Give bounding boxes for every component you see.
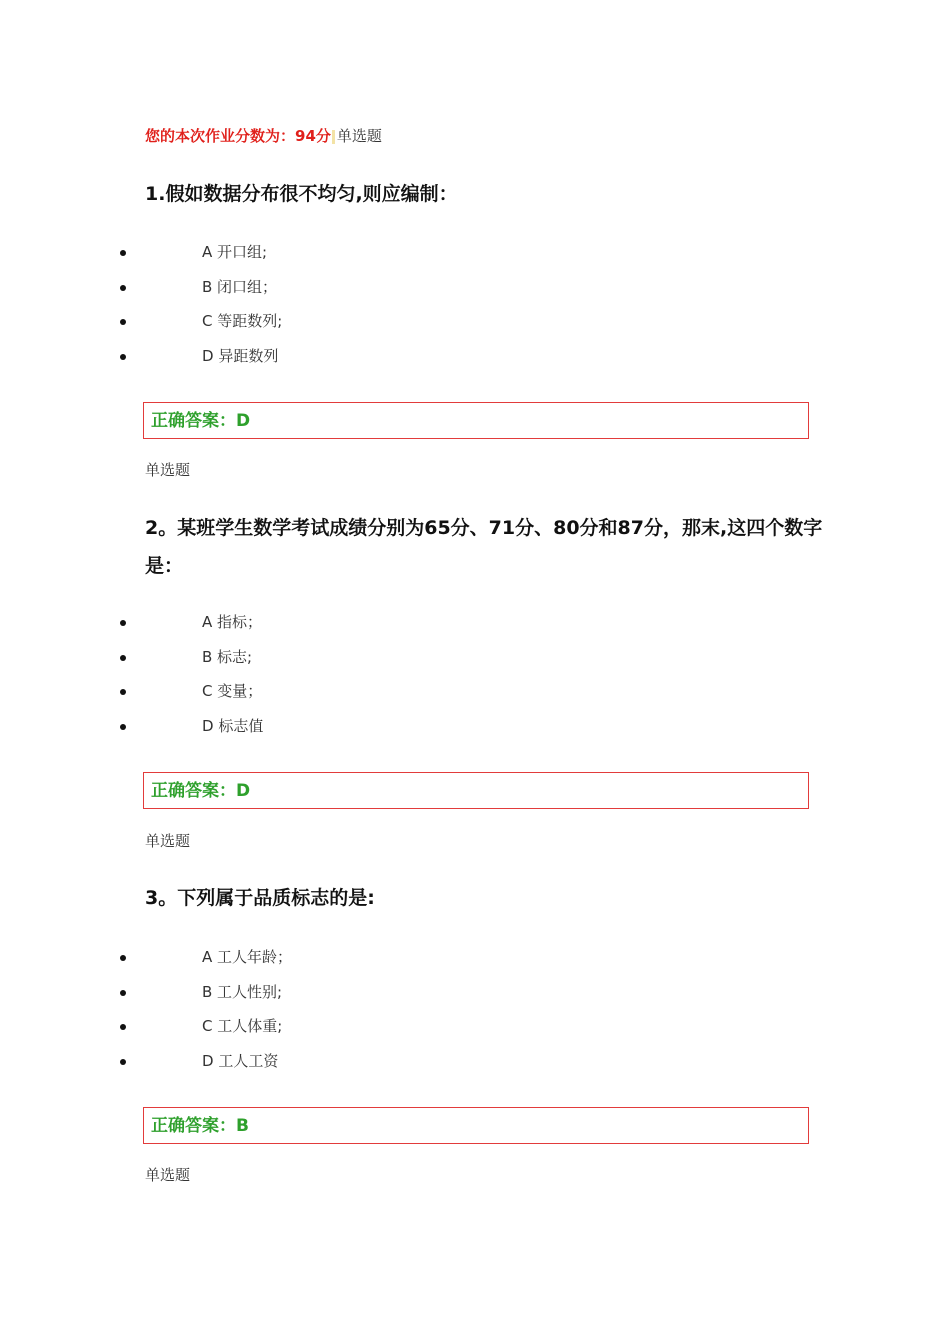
option-text: B 标志; bbox=[202, 647, 253, 666]
question-3-title: 3。下列属于品质标志的是: bbox=[145, 887, 375, 909]
bullet-icon bbox=[120, 250, 126, 256]
option-item[interactable] bbox=[0, 304, 600, 339]
option-item[interactable] bbox=[0, 605, 600, 640]
bullet-icon bbox=[120, 354, 126, 360]
question-2-options bbox=[0, 605, 600, 744]
bullet-icon bbox=[120, 955, 126, 961]
correct-answer: 正确答案：B bbox=[151, 1116, 249, 1136]
bullet-icon bbox=[120, 285, 126, 291]
question-1-title: 1.假如数据分布很不均匀,则应编制： bbox=[145, 183, 458, 205]
question-type-label: 单选题 bbox=[145, 832, 191, 850]
option-text: A 开口组; bbox=[202, 243, 268, 261]
option-text: A 工人年龄； bbox=[202, 948, 293, 966]
option-item[interactable] bbox=[0, 1044, 600, 1079]
option-text: A 指标； bbox=[202, 613, 263, 631]
option-text: D 标志值 bbox=[202, 717, 264, 736]
text-cursor-mark bbox=[332, 130, 335, 144]
option-item[interactable] bbox=[0, 975, 600, 1010]
option-text: D 异距数列 bbox=[202, 347, 279, 366]
option-item[interactable] bbox=[0, 270, 600, 305]
bullet-icon bbox=[120, 1024, 126, 1030]
bullet-icon bbox=[120, 620, 126, 626]
option-item[interactable] bbox=[0, 709, 600, 744]
option-text: C 工人体重; bbox=[202, 1017, 283, 1036]
option-item[interactable] bbox=[0, 674, 600, 709]
bullet-icon bbox=[120, 655, 126, 661]
homework-score: 您的本次作业分数为：94分 bbox=[145, 127, 331, 145]
bullet-icon bbox=[120, 724, 126, 730]
option-text: B 工人性别; bbox=[202, 982, 283, 1001]
correct-answer: 正确答案：D bbox=[151, 781, 251, 801]
bullet-icon bbox=[120, 990, 126, 996]
question-type-label: 单选题 bbox=[336, 127, 382, 145]
correct-answer-box bbox=[143, 402, 809, 439]
question-3-options bbox=[0, 940, 600, 1079]
bullet-icon bbox=[120, 689, 126, 695]
bullet-icon bbox=[120, 319, 126, 325]
option-item[interactable] bbox=[0, 940, 600, 975]
option-text: C 等距数列; bbox=[202, 312, 283, 331]
question-type-label: 单选题 bbox=[145, 461, 191, 479]
option-text: B 闭口组； bbox=[202, 277, 278, 296]
option-item[interactable] bbox=[0, 1009, 600, 1044]
correct-answer-box bbox=[143, 772, 809, 809]
option-text: D 工人工资 bbox=[202, 1052, 279, 1071]
option-item[interactable] bbox=[0, 235, 600, 270]
correct-answer: 正确答案：D bbox=[151, 411, 251, 431]
question-type-label: 单选题 bbox=[145, 1166, 191, 1184]
bullet-icon bbox=[120, 1059, 126, 1065]
score-line bbox=[145, 124, 382, 148]
question-2-title: 2。某班学生数学考试成绩分别为65分、71分、80分和87分，那末,这四个数字是： bbox=[145, 517, 823, 577]
option-item[interactable] bbox=[0, 640, 600, 675]
option-text: C 变量； bbox=[202, 682, 263, 701]
question-1-options bbox=[0, 235, 600, 374]
correct-answer-box bbox=[143, 1107, 809, 1144]
option-item[interactable] bbox=[0, 339, 600, 374]
